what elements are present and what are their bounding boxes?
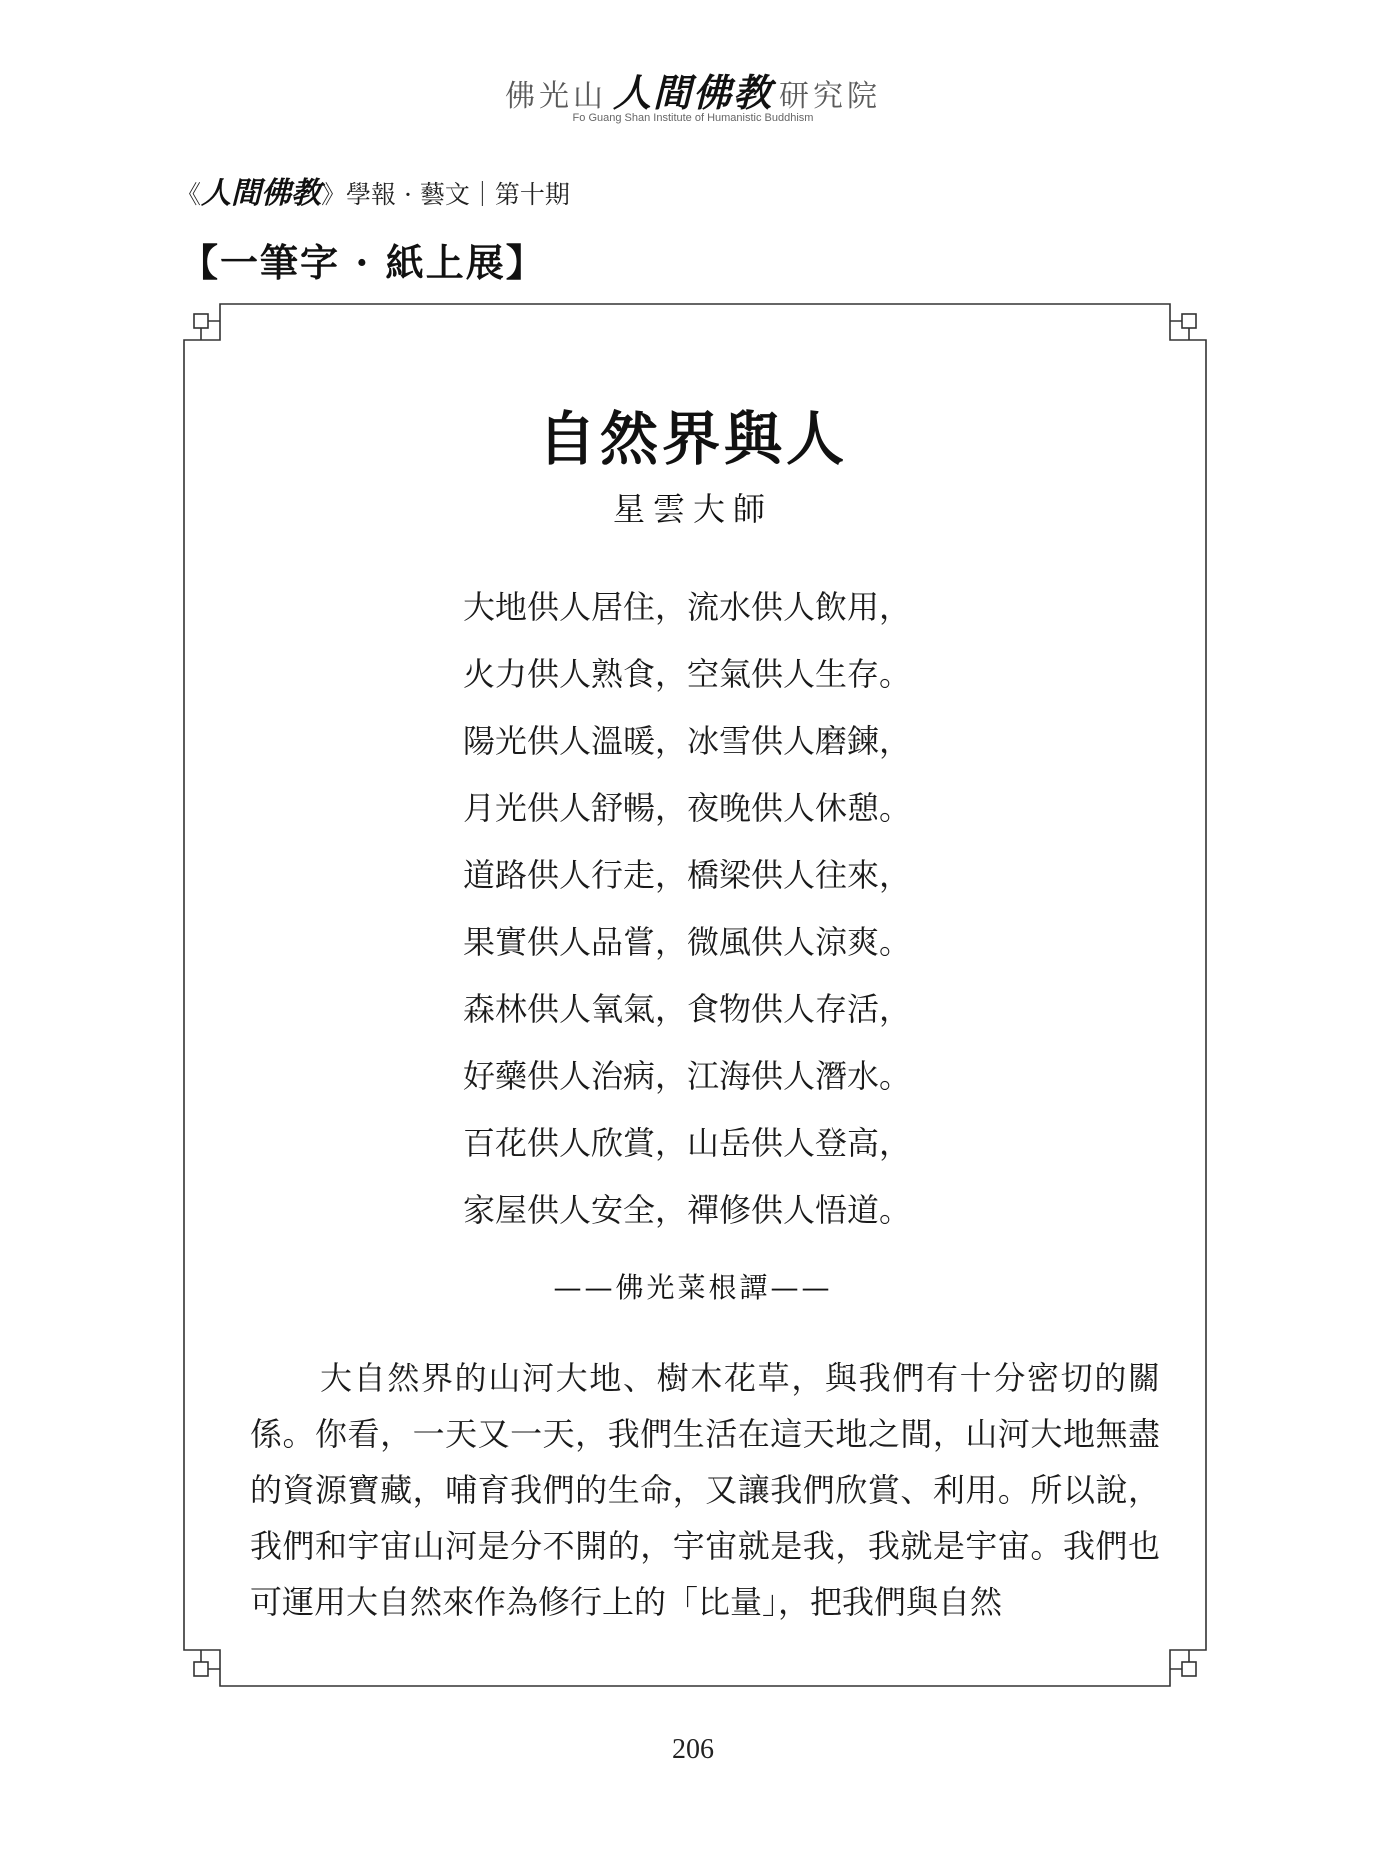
institute-header xyxy=(0,62,1386,117)
poem-author: 星雲大師 xyxy=(612,490,773,528)
poem-line: 森林供人氧氣，食物供人存活， xyxy=(463,990,912,1028)
journal-open-bracket: 《 xyxy=(176,180,202,209)
journal-issue: 》學報 · 藝文｜第十期 xyxy=(321,180,570,209)
section-title: 【一筆字 · 紙上展】 xyxy=(180,240,546,285)
poem-line: 大地供人居住，流水供人飲用， xyxy=(463,588,912,626)
poem-line: 月光供人舒暢，夜晚供人休憩。 xyxy=(463,789,912,827)
body-paragraph: 大自然界的山河大地、樹木花草，與我們有十分密切的關係。你看，一天又一天，我們生活在這天地之間，山河大地無盡的資源寶藏，哺育我們的生命，又讓我們欣賞、利用。所以說，我們和宇宙山河是分不開的，宇宙就是我，我就是宇宙。我們也可運用大自然來作為修行上的「比量」，把我們與自然 xyxy=(250,1359,1160,1621)
poem-line: 果實供人品嘗，微風供人涼爽。 xyxy=(463,923,912,961)
poem-line: 陽光供人溫暖，冰雪供人磨鍊， xyxy=(463,722,912,760)
institute-brand-logo: 人間佛教 xyxy=(612,70,773,115)
poem-line: 百花供人欣賞，山岳供人登高， xyxy=(463,1124,912,1162)
institute-name-left: 佛光山 xyxy=(504,79,607,114)
poem-title: 自然界與人 xyxy=(537,405,848,473)
poem-line: 好藥供人治病，江海供人潛水。 xyxy=(463,1057,912,1095)
poem-source: ——佛光菜根譚—— xyxy=(553,1271,833,1304)
institute-name-right: 研究院 xyxy=(779,79,881,114)
poem-line: 道路供人行走，橋梁供人往來， xyxy=(463,856,912,894)
journal-title xyxy=(176,168,570,212)
poem-line: 火力供人熟食，空氣供人生存。 xyxy=(463,655,912,693)
page-number: 206 xyxy=(672,1734,714,1765)
poem-lines xyxy=(0,585,1386,1255)
institute-english-name: Fo Guang Shan Institute of Humanistic Buddhism xyxy=(572,112,814,124)
poem-line: 家屋供人安全，禪修供人悟道。 xyxy=(463,1191,912,1229)
journal-brand-logo: 人間佛教 xyxy=(201,176,322,211)
